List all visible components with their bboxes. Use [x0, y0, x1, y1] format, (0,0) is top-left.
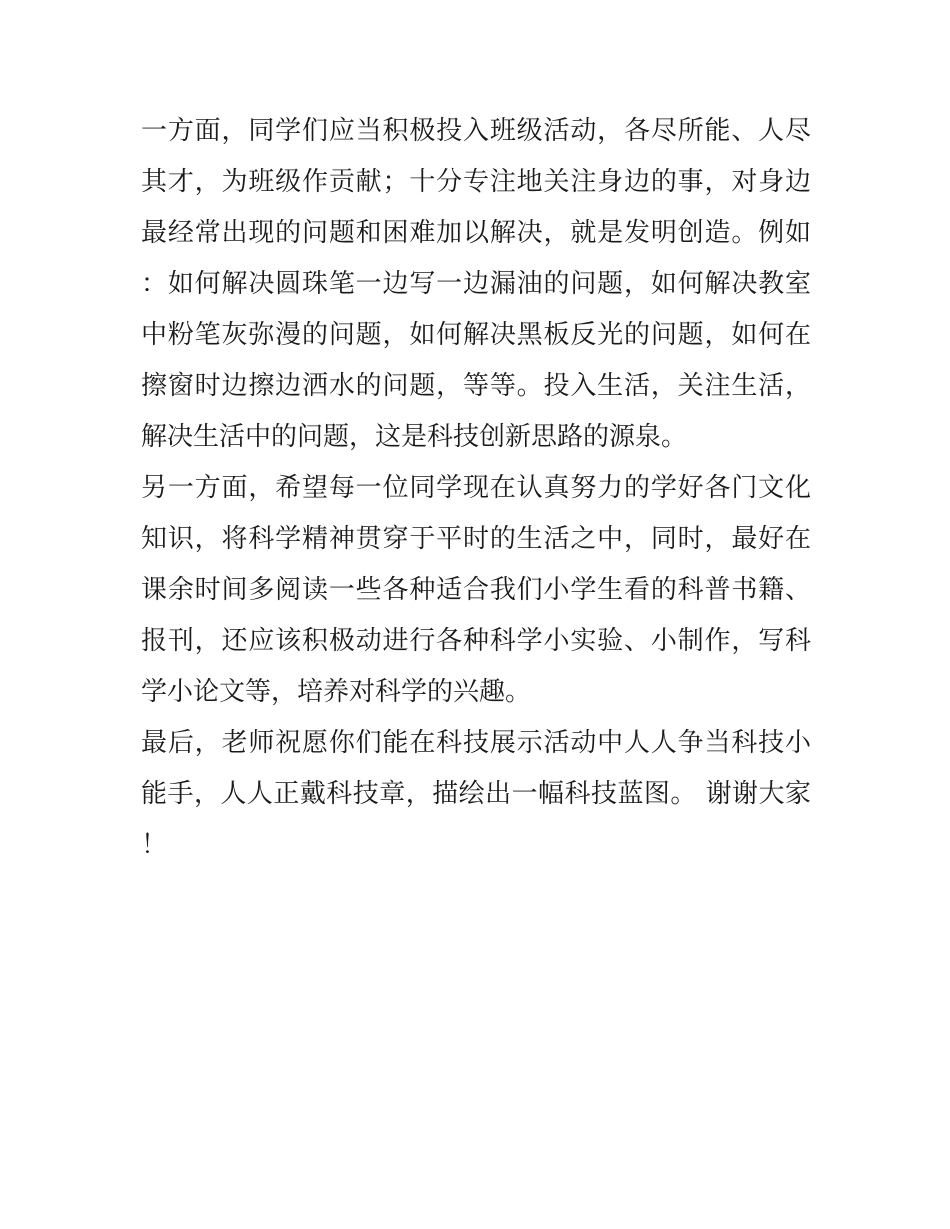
document-body: [141, 106, 811, 871]
paragraph-3: 最后，老师祝愿你们能在科技展示活动中人人争当科技小能手，人人正戴科技章，描绘出一幅科技蓝图。 谢谢大家！: [141, 728, 811, 860]
paragraph-1: 一方面，同学们应当积极投入班级活动，各尽所能、人尽其才，为班级作贡献；十分专注地关注身边的事，对身边最经常出现的问题和困难加以解决，就是发明创造。例如：如何解决圆珠笔一边写一边漏油的问题，如何解决教室中粉笔灰弥漫的问题，如何解决黑板反光的问题，如何在擦窗时边擦边洒水的问题，等等。投入生活，关注生活，解决生活中的问题，这是科技创新思路的源泉。: [141, 116, 811, 452]
paragraph-2: 另一方面，希望每一位同学现在认真努力的学好各门文化知识，将科学精神贯穿于平时的生活之中，同时，最好在课余时间多阅读一些各种适合我们小学生看的科普书籍、报刊，还应该积极动进行各种科学小实验、小制作，写科学小论文等，培养对科学的兴趣。: [141, 473, 811, 707]
